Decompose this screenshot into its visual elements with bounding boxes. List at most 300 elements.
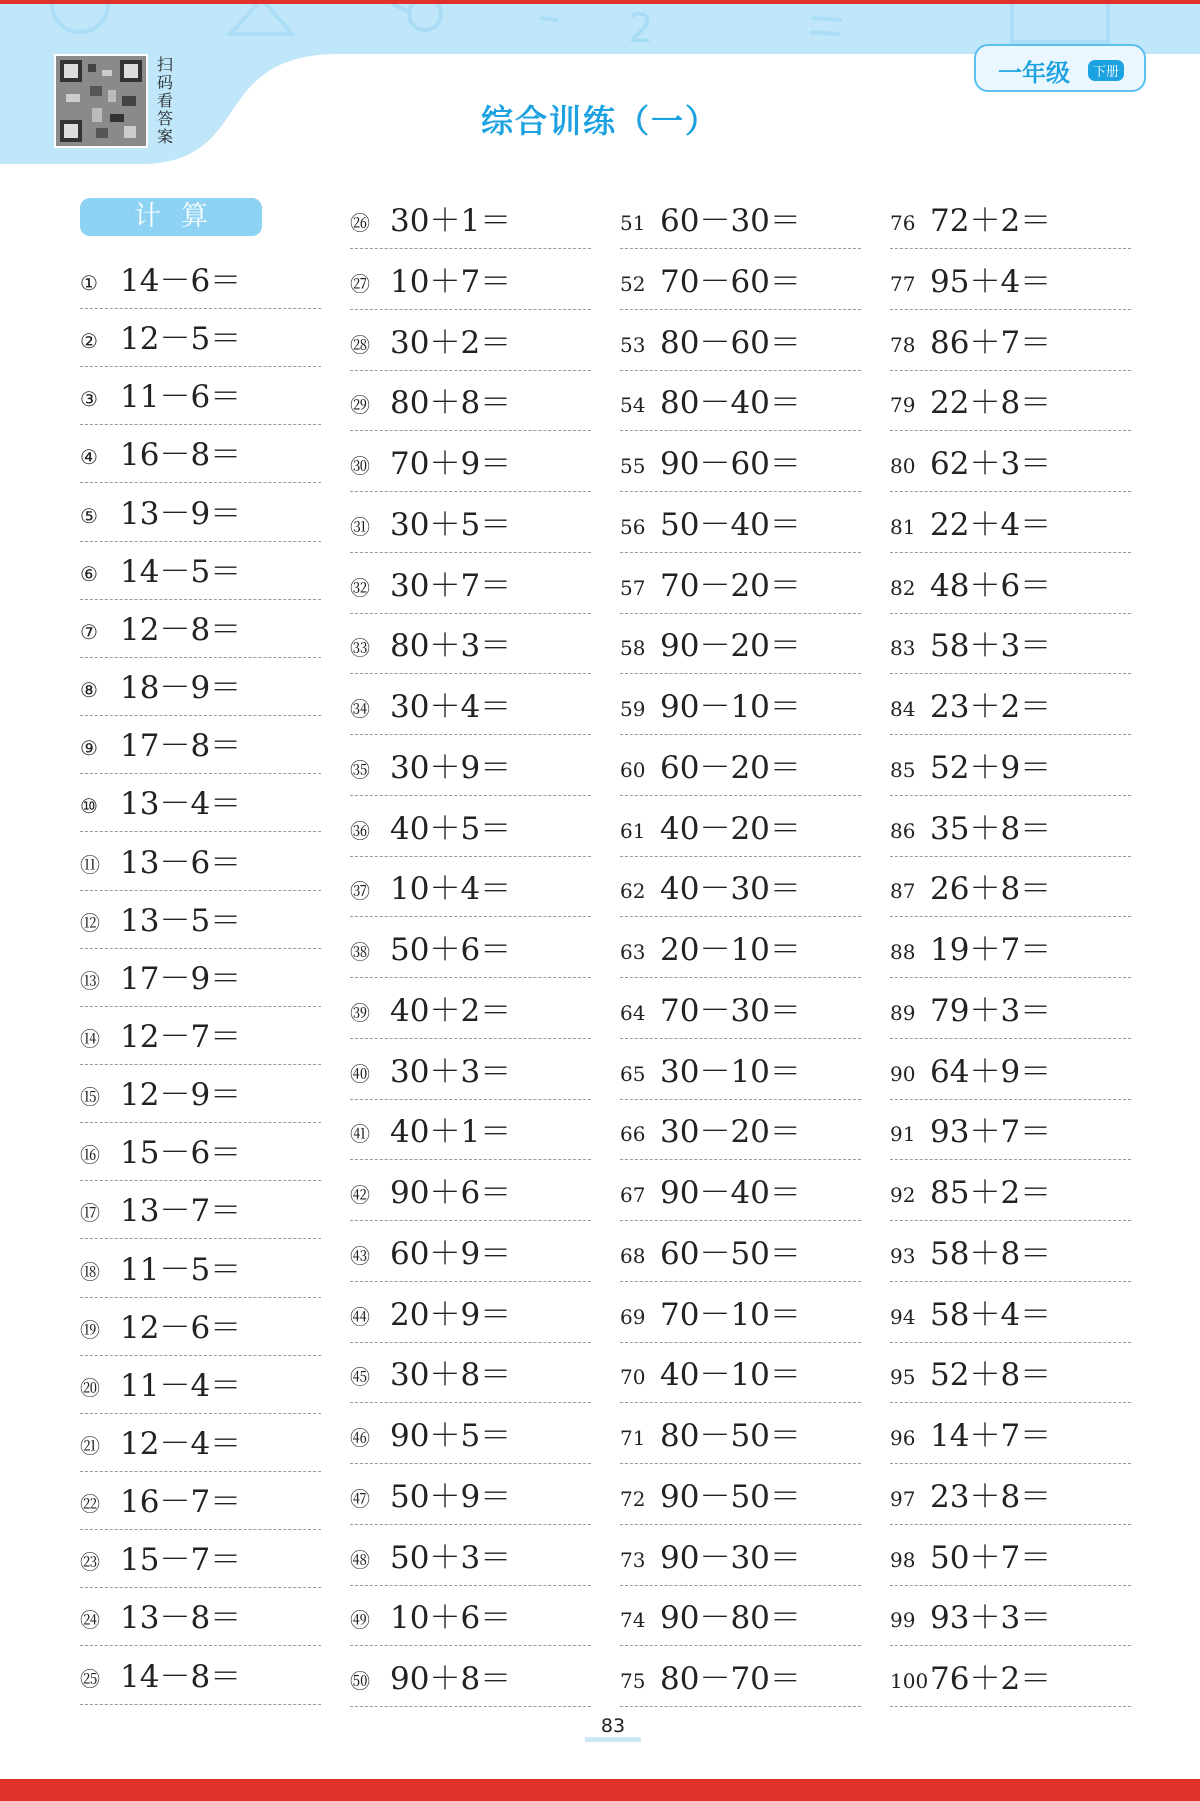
exercise-row [350, 988, 591, 1039]
exercise-expression: 70－10＝ [660, 1296, 801, 1333]
exercise-expression: 12－4＝ [120, 1426, 242, 1462]
exercise-number: ㉗ [350, 271, 370, 296]
exercise-number: 56 [620, 514, 646, 539]
exercise-number: 90 [890, 1061, 916, 1086]
exercise-expression: 12－9＝ [120, 1077, 242, 1114]
exercise-expression: 90－30＝ [660, 1539, 801, 1576]
exercise-expression: 14＋7＝ [930, 1418, 1052, 1454]
exercise-row [890, 1474, 1131, 1525]
exercise-number: ㊺ [350, 1365, 370, 1390]
exercise-row [80, 609, 321, 658]
exercise-number: 55 [620, 454, 646, 478]
exercise-expression: 12－5＝ [120, 321, 242, 358]
exercise-row [80, 1190, 321, 1239]
exercise-number: 98 [890, 1547, 916, 1572]
exercise-expression: 70－30＝ [660, 992, 801, 1029]
exercise-expression: 20－10＝ [660, 932, 801, 968]
exercise-number: ㉒ [80, 1492, 100, 1517]
exercise-number: ㊾ [350, 1608, 370, 1633]
exercise-number: 73 [620, 1547, 646, 1572]
exercise-number: ① [80, 271, 98, 295]
exercise-number: ⑪ [80, 852, 100, 877]
exercise-row [350, 684, 591, 735]
exercise-number: 70 [620, 1365, 646, 1390]
exercise-expression: 16－8＝ [120, 437, 242, 474]
exercise-row [620, 563, 861, 614]
exercise-number: 76 [890, 211, 916, 235]
exercise-row [890, 1535, 1131, 1586]
exercise-number: 86 [890, 818, 916, 843]
exercise-number: ㉘ [350, 332, 370, 357]
exercise-expression: 50＋3＝ [390, 1539, 512, 1576]
exercise-row [80, 318, 321, 367]
exercise-number: 53 [620, 332, 646, 357]
exercise-expression: 12－7＝ [120, 1018, 242, 1055]
grade-badge [974, 44, 1146, 92]
exercise-expression: 76＋2＝ [930, 1661, 1052, 1697]
exercise-expression: 30－10＝ [660, 1053, 801, 1090]
exercise-number: 63 [620, 940, 646, 964]
exercise-number: 95 [890, 1365, 916, 1390]
exercise-expression: 50＋6＝ [390, 932, 512, 968]
exercise-row [80, 434, 321, 483]
exercise-expression: 72＋2＝ [930, 203, 1052, 239]
exercise-expression: 12－6＝ [120, 1309, 242, 1346]
exercise-expression: 90＋8＝ [390, 1661, 512, 1697]
exercise-expression: 48＋6＝ [930, 567, 1052, 604]
exercise-expression: 58＋4＝ [930, 1296, 1052, 1333]
exercise-row [80, 493, 321, 542]
exercise-expression: 26＋8＝ [930, 871, 1052, 908]
page-title: 综合训练（一） [480, 102, 719, 140]
exercise-number: 96 [890, 1426, 916, 1450]
exercise-number: 54 [620, 393, 646, 418]
exercise-number: ㉑ [80, 1434, 100, 1458]
exercise-expression: 40＋2＝ [390, 992, 512, 1029]
exercise-expression: 60－30＝ [660, 203, 801, 239]
exercise-expression: 14－8＝ [120, 1658, 242, 1695]
exercise-expression: 14－5＝ [120, 553, 242, 590]
grade-label: 一年级 [998, 59, 1070, 87]
exercise-expression: 95＋4＝ [930, 263, 1052, 300]
exercise-row [80, 900, 321, 949]
exercise-expression: 16－7＝ [120, 1484, 242, 1521]
exercise-expression: 40－20＝ [660, 810, 801, 847]
exercise-row [350, 927, 591, 978]
exercise-row [620, 1170, 861, 1221]
exercise-row [620, 1049, 861, 1100]
exercise-row [890, 198, 1131, 249]
exercise-number: 59 [620, 697, 646, 721]
exercise-row [350, 1292, 591, 1343]
exercise-row [890, 1352, 1131, 1403]
exercise-row [890, 623, 1131, 674]
exercise-expression: 11－6＝ [120, 379, 242, 416]
exercise-row [890, 1656, 1131, 1707]
scan-label-char: 案 [156, 127, 173, 146]
exercise-row [620, 988, 861, 1039]
exercise-number: 93 [890, 1243, 916, 1268]
exercise-expression: 35＋8＝ [930, 810, 1052, 847]
exercise-number: 60 [620, 757, 646, 782]
exercise-expression: 14－6＝ [120, 263, 242, 299]
exercise-number: ⑩ [80, 794, 98, 819]
exercise-row [80, 1481, 321, 1530]
page-number: 83 [585, 1715, 641, 1742]
exercise-number: 65 [620, 1061, 646, 1086]
exercise-expression: 52＋9＝ [930, 749, 1052, 786]
exercise-number: 88 [890, 940, 916, 964]
exercise-expression: 19＋7＝ [930, 932, 1052, 968]
exercise-number: ⑱ [80, 1259, 100, 1284]
exercise-number: 91 [890, 1122, 916, 1147]
exercise-row [80, 1656, 321, 1705]
exercise-expression: 30＋4＝ [390, 689, 512, 725]
exercise-number: ⑧ [80, 678, 98, 703]
exercise-row [890, 745, 1131, 796]
section-heading: 计算 [80, 198, 262, 236]
scan-label-char: 答 [156, 109, 173, 128]
exercise-number: ㊵ [350, 1061, 370, 1086]
exercise-row [350, 502, 591, 553]
exercise-row [890, 1595, 1131, 1646]
exercise-row [620, 1595, 861, 1646]
exercise-number: ⑤ [80, 503, 98, 528]
exercise-row [620, 866, 861, 917]
exercise-row [620, 1474, 861, 1525]
exercise-number: ㉟ [350, 757, 370, 782]
exercise-row [350, 1231, 591, 1282]
exercise-expression: 90－20＝ [660, 628, 801, 665]
exercise-number: ㉔ [80, 1608, 100, 1633]
exercise-row [350, 1535, 591, 1586]
exercise-expression: 30＋2＝ [390, 324, 512, 361]
exercise-expression: 30＋1＝ [390, 203, 512, 239]
exercise-expression: 13－5＝ [120, 902, 242, 939]
exercise-number: ㉞ [350, 697, 370, 721]
exercise-row [80, 260, 321, 309]
exercise-expression: 15－7＝ [120, 1542, 242, 1579]
exercise-number: ㉜ [350, 575, 370, 600]
exercise-expression: 20＋9＝ [390, 1296, 512, 1333]
exercise-number: ㊶ [350, 1122, 370, 1147]
exercise-number: 66 [620, 1122, 646, 1147]
exercise-row [80, 1597, 321, 1646]
exercise-expression: 90－80＝ [660, 1600, 801, 1637]
exercise-row [350, 441, 591, 492]
scan-label-char: 扫 [156, 55, 173, 74]
exercise-expression: 79＋3＝ [930, 992, 1052, 1029]
exercise-row [350, 745, 591, 796]
exercise-row [80, 1249, 321, 1298]
exercise-row [350, 1595, 591, 1646]
exercise-number: 80 [890, 454, 916, 478]
exercise-expression: 64＋9＝ [930, 1053, 1052, 1090]
exercise-number: 78 [890, 332, 916, 357]
exercise-number: ⑦ [80, 619, 98, 644]
exercise-expression: 60＋9＝ [390, 1235, 512, 1272]
exercise-row [350, 1656, 591, 1707]
exercise-expression: 10＋6＝ [390, 1600, 512, 1637]
exercise-number: 94 [890, 1304, 916, 1329]
exercise-number: ㊽ [350, 1547, 370, 1572]
exercise-row [890, 563, 1131, 614]
exercise-row [890, 806, 1131, 857]
exercise-number: ㊳ [350, 940, 370, 964]
exercise-row [620, 1292, 861, 1343]
exercise-row [80, 1539, 321, 1588]
exercise-row [620, 806, 861, 857]
exercise-expression: 80－50＝ [660, 1418, 801, 1454]
exercise-number: 74 [620, 1608, 646, 1633]
exercise-expression: 93＋3＝ [930, 1600, 1052, 1637]
exercise-number: ㊿ [350, 1669, 370, 1693]
exercise-number: ⑬ [80, 968, 100, 993]
exercise-number: ㉓ [80, 1550, 100, 1575]
exercise-expression: 90－60＝ [660, 446, 801, 482]
exercise-row [620, 684, 861, 735]
exercise-expression: 13－7＝ [120, 1193, 242, 1230]
exercise-number: 71 [620, 1426, 646, 1450]
exercise-row [80, 551, 321, 600]
exercise-row [890, 259, 1131, 310]
exercise-expression: 17－9＝ [120, 960, 242, 997]
exercise-expression: 52＋8＝ [930, 1357, 1052, 1394]
exercise-expression: 80＋3＝ [390, 628, 512, 665]
exercise-expression: 80＋8＝ [390, 385, 512, 422]
scan-label-char: 码 [156, 73, 173, 92]
exercise-expression: 50＋7＝ [930, 1539, 1052, 1576]
exercise-number: ㉚ [350, 454, 370, 478]
exercise-number: 100 [890, 1669, 929, 1693]
exercise-expression: 90－40＝ [660, 1175, 801, 1211]
exercise-expression: 13－4＝ [120, 786, 242, 823]
exercise-row [80, 783, 321, 832]
exercise-expression: 10＋7＝ [390, 263, 512, 300]
exercise-row [620, 1231, 861, 1282]
exercise-row [890, 1109, 1131, 1160]
exercise-expression: 30＋5＝ [390, 506, 512, 543]
exercise-expression: 17－8＝ [120, 728, 242, 765]
exercise-row [620, 1109, 861, 1160]
exercise-expression: 80－60＝ [660, 324, 801, 361]
exercise-number: ㊻ [350, 1426, 370, 1450]
exercise-expression: 13－6＝ [120, 844, 242, 881]
exercise-row [620, 1352, 861, 1403]
exercise-expression: 12－8＝ [120, 611, 242, 648]
exercise-number: ㊸ [350, 1243, 370, 1268]
exercise-expression: 40－10＝ [660, 1357, 801, 1394]
exercise-expression: 50－40＝ [660, 506, 801, 543]
exercise-expression: 70－20＝ [660, 567, 801, 604]
exercise-expression: 30＋8＝ [390, 1357, 512, 1394]
exercise-row [620, 320, 861, 371]
exercise-row [80, 1074, 321, 1123]
exercise-number: 51 [620, 211, 646, 235]
exercise-expression: 40＋5＝ [390, 810, 512, 847]
exercise-expression: 80－40＝ [660, 385, 801, 422]
scan-label-char: 看 [156, 91, 173, 110]
exercise-number: ⑨ [80, 736, 98, 761]
exercise-row [350, 198, 591, 249]
exercise-expression: 80－70＝ [660, 1661, 801, 1697]
exercise-expression: 90＋5＝ [390, 1418, 512, 1454]
exercise-number: ㊴ [350, 1000, 370, 1025]
exercise-number: 83 [890, 636, 916, 661]
exercise-expression: 93＋7＝ [930, 1114, 1052, 1151]
exercise-row [80, 725, 321, 774]
exercise-expression: 23＋2＝ [930, 689, 1052, 725]
exercise-row [350, 563, 591, 614]
exercise-expression: 60－50＝ [660, 1235, 801, 1272]
exercise-number: 85 [890, 757, 916, 782]
volume-tag: 下册 [1088, 60, 1124, 81]
exercise-number: 87 [890, 879, 916, 904]
exercise-number: ㊷ [350, 1183, 370, 1207]
exercise-row [350, 866, 591, 917]
exercise-number: 99 [890, 1608, 916, 1633]
exercise-row [620, 1656, 861, 1707]
exercise-expression: 22＋4＝ [930, 506, 1052, 543]
exercise-row [890, 1413, 1131, 1464]
exercise-row [350, 1474, 591, 1525]
exercise-row [80, 842, 321, 891]
exercise-expression: 13－8＝ [120, 1600, 242, 1637]
exercise-row [350, 259, 591, 310]
exercise-number: ㉝ [350, 636, 370, 661]
exercise-expression: 30－20＝ [660, 1114, 801, 1151]
exercise-number: ⑭ [80, 1026, 100, 1051]
exercise-row [620, 441, 861, 492]
exercise-number: 67 [620, 1183, 646, 1207]
exercise-row [620, 623, 861, 674]
exercise-number: ㊱ [350, 818, 370, 843]
exercise-expression: 11－4＝ [120, 1367, 242, 1404]
exercise-row [80, 667, 321, 716]
exercise-number: ㉙ [350, 393, 370, 418]
exercise-row [350, 380, 591, 431]
exercise-expression: 23＋8＝ [930, 1478, 1052, 1515]
exercise-row [350, 320, 591, 371]
exercise-expression: 62＋3＝ [930, 446, 1052, 482]
exercise-row [80, 1016, 321, 1065]
exercise-row [890, 866, 1131, 917]
exercise-expression: 90－50＝ [660, 1478, 801, 1515]
exercise-number: 77 [890, 271, 916, 296]
exercise-row [620, 927, 861, 978]
exercise-expression: 15－6＝ [120, 1135, 242, 1172]
exercise-number: ㊹ [350, 1304, 370, 1329]
exercise-number: ㉕ [80, 1666, 100, 1691]
exercise-number: 89 [890, 1000, 916, 1025]
exercise-row [80, 376, 321, 425]
exercise-row [350, 1352, 591, 1403]
exercise-expression: 30＋7＝ [390, 567, 512, 604]
exercise-expression: 86＋7＝ [930, 324, 1052, 361]
exercise-number: 84 [890, 697, 916, 721]
exercise-row [890, 1170, 1131, 1221]
exercise-row [620, 502, 861, 553]
exercise-row [350, 806, 591, 857]
exercise-number: 82 [890, 575, 916, 600]
exercise-row [620, 1535, 861, 1586]
exercise-row [80, 1365, 321, 1414]
exercise-expression: 40＋1＝ [390, 1114, 512, 1151]
exercise-expression: 10＋4＝ [390, 871, 512, 908]
exercise-row [620, 259, 861, 310]
exercise-expression: 85＋2＝ [930, 1175, 1052, 1211]
exercise-row [890, 502, 1131, 553]
exercise-expression: 13－9＝ [120, 495, 242, 532]
exercise-expression: 70＋9＝ [390, 446, 512, 482]
exercise-row [620, 745, 861, 796]
exercise-number: 79 [890, 393, 916, 418]
exercise-number: ⑥ [80, 561, 98, 586]
exercise-number: ⑳ [80, 1375, 100, 1400]
exercise-row [890, 320, 1131, 371]
exercise-row [620, 198, 861, 249]
exercise-number: 61 [620, 818, 646, 843]
exercise-expression: 30＋9＝ [390, 749, 512, 786]
exercise-number: ⑫ [80, 910, 100, 935]
exercise-expression: 30＋3＝ [390, 1053, 512, 1090]
exercise-row [890, 380, 1131, 431]
exercise-number: 68 [620, 1243, 646, 1268]
exercise-number: ⑮ [80, 1085, 100, 1110]
exercise-number: 97 [890, 1486, 916, 1511]
exercise-row [890, 1292, 1131, 1343]
exercise-row [350, 1109, 591, 1160]
exercise-row [350, 1413, 591, 1464]
exercise-expression: 50＋9＝ [390, 1478, 512, 1515]
exercise-number: ㉛ [350, 514, 370, 539]
exercise-number: ⑰ [80, 1201, 100, 1226]
exercise-number: ㉖ [350, 211, 370, 235]
exercise-row [890, 441, 1131, 492]
exercise-expression: 18－9＝ [120, 670, 242, 707]
exercise-row [890, 1049, 1131, 1100]
exercise-number: ㊼ [350, 1486, 370, 1511]
exercise-number: 75 [620, 1669, 646, 1693]
decorative-digit: 2 [628, 6, 654, 52]
exercise-number: 92 [890, 1183, 916, 1207]
exercise-expression: 40－30＝ [660, 871, 801, 908]
exercise-row [890, 988, 1131, 1039]
exercise-row [80, 1132, 321, 1181]
exercise-number: 52 [620, 271, 646, 296]
footer-bar [0, 1779, 1200, 1801]
exercise-row [350, 1170, 591, 1221]
exercise-number: 58 [620, 636, 646, 661]
exercise-number: 72 [620, 1486, 646, 1511]
exercise-expression: 11－5＝ [120, 1251, 242, 1288]
exercise-number: ㊲ [350, 879, 370, 904]
exercise-expression: 22＋8＝ [930, 385, 1052, 422]
exercise-row [620, 1413, 861, 1464]
exercise-expression: 58＋8＝ [930, 1235, 1052, 1272]
exercise-row [620, 380, 861, 431]
exercise-number: ④ [80, 445, 98, 470]
exercise-row [80, 1307, 321, 1356]
exercise-number: 81 [890, 514, 916, 539]
exercise-row [890, 1231, 1131, 1282]
exercise-expression: 60－20＝ [660, 749, 801, 786]
exercise-expression: 90＋6＝ [390, 1175, 512, 1211]
exercise-row [350, 1049, 591, 1100]
exercise-row [80, 1423, 321, 1472]
exercise-expression: 70－60＝ [660, 263, 801, 300]
exercise-expression: 90－10＝ [660, 689, 801, 725]
